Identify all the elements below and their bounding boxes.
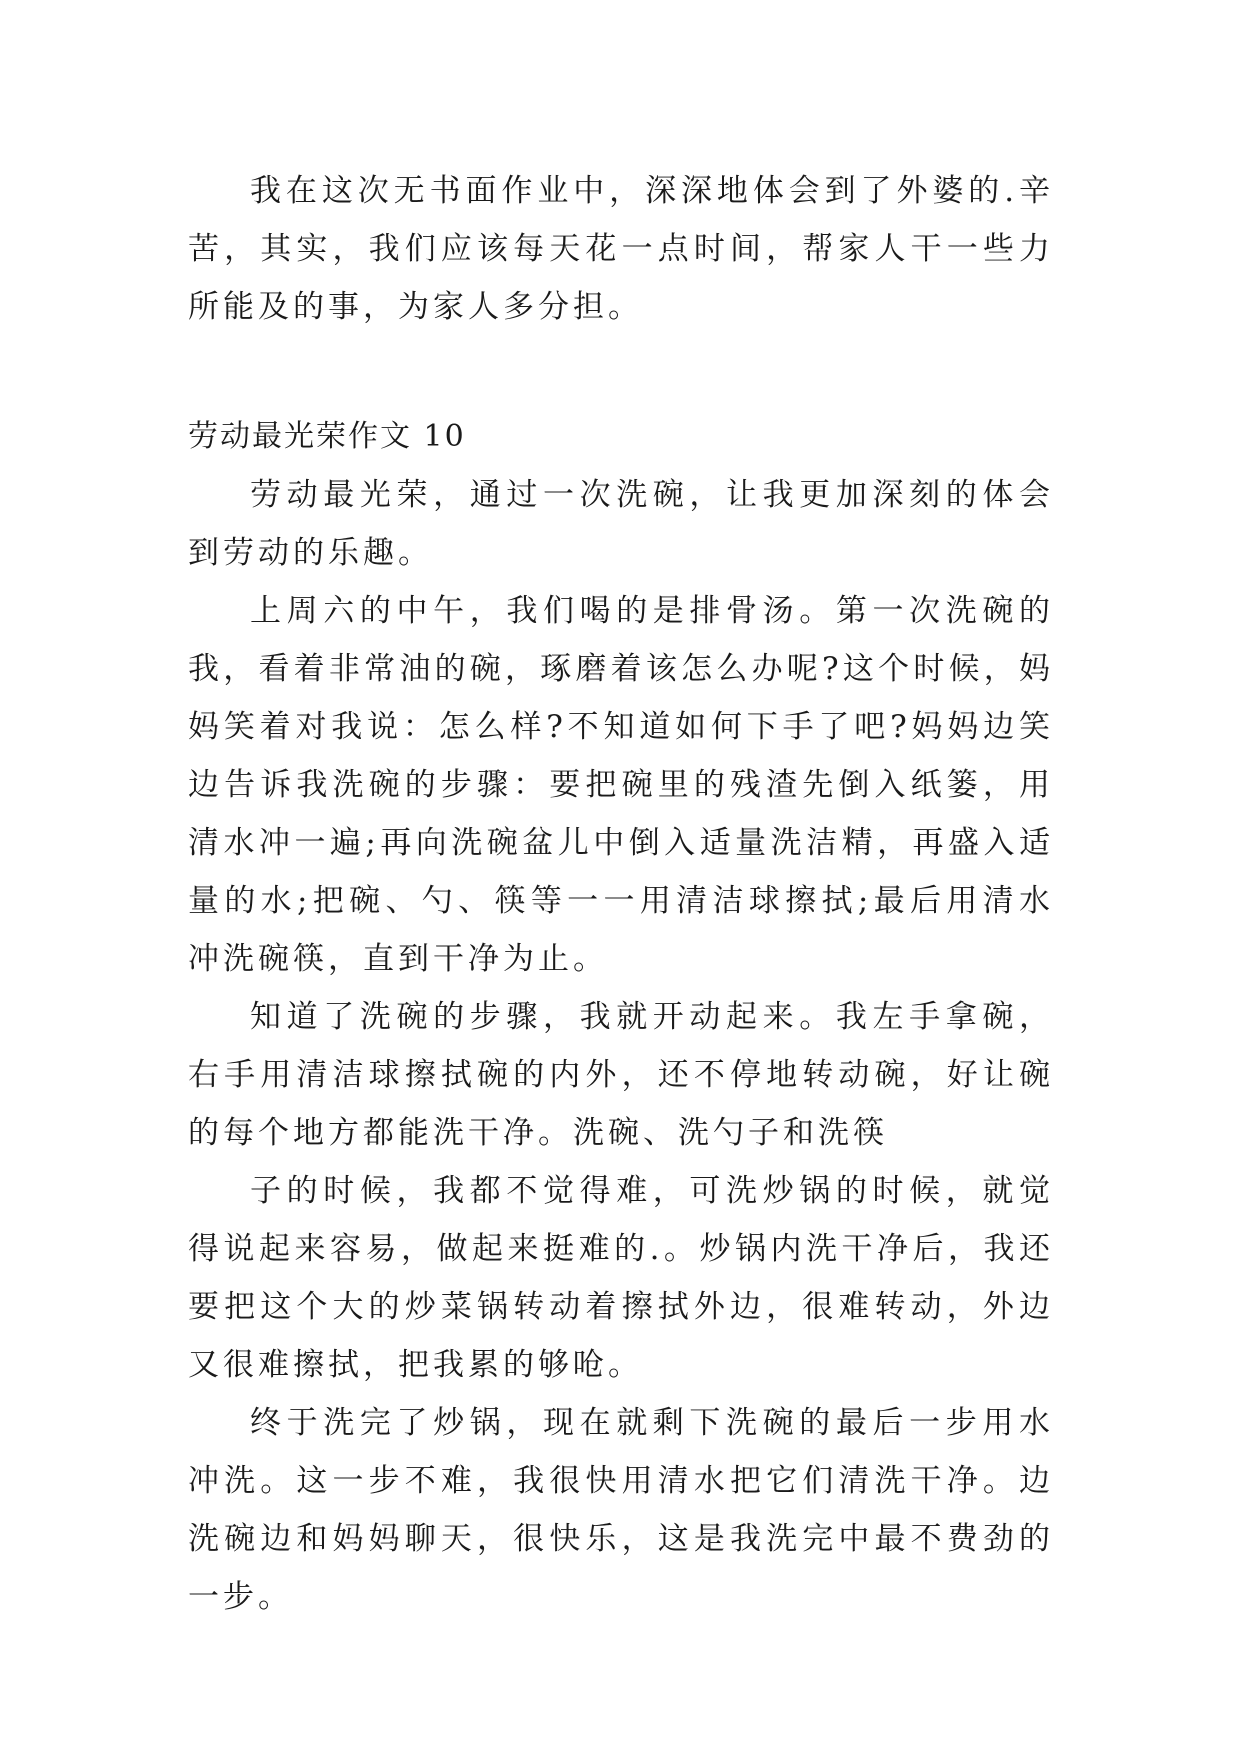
body-paragraph-1: 劳动最光荣，通过一次洗碗，让我更加深刻的体会到劳动的乐趣。 bbox=[188, 477, 1054, 571]
section-heading: 劳动最光荣作文 10 bbox=[188, 419, 466, 454]
intro-paragraph: 我在这次无书面作业中，深深地体会到了外婆的.辛苦，其实，我们应该每天花一点时间，帮家人干一些力所能及的事，为家人多分担。 bbox=[188, 173, 1054, 325]
body-paragraph-4: 子的时候，我都不觉得难，可洗炒锅的时候，就觉得说起来容易，做起来挺难的.。炒锅内洗干净后，我还要把这个大的炒菜锅转动着擦拭外边，很难转动，外边又很难擦拭，把我累的够呛。 bbox=[188, 1173, 1054, 1383]
document-body bbox=[188, 162, 1054, 1626]
body-paragraph-5: 终于洗完了炒锅，现在就剩下洗碗的最后一步用水冲洗。这一步不难，我很快用清水把它们清洗干净。边洗碗边和妈妈聊天，很快乐，这是我洗完中最不费劲的一步。 bbox=[188, 1405, 1054, 1615]
section-gap bbox=[188, 336, 1054, 408]
body-paragraph-3: 知道了洗碗的步骤，我就开动起来。我左手拿碗，右手用清洁球擦拭碗的内外，还不停地转动碗，好让碗的每个地方都能洗干净。洗碗、洗勺子和洗筷 bbox=[188, 999, 1054, 1151]
body-paragraph-2: 上周六的中午，我们喝的是排骨汤。第一次洗碗的我，看着非常油的碗，琢磨着该怎么办呢?这个时候，妈妈笑着对我说：怎么样?不知道如何下手了吧?妈妈边笑边告诉我洗碗的步骤：要把碗里的残渣先倒入纸篓，用清水冲一遍;再向洗碗盆儿中倒入适量洗洁精，再盛入适量的水;把碗、勺、筷等一一用清洁球擦拭;最后用清水冲洗碗筷，直到干净为止。 bbox=[188, 593, 1054, 977]
